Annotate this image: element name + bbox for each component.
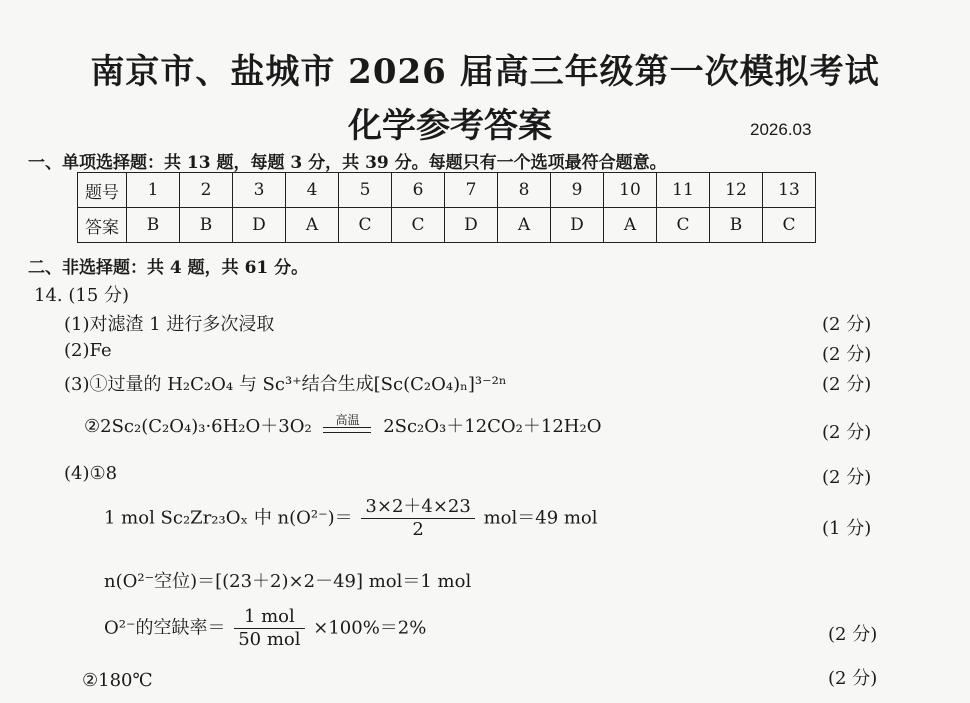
question-number: 6 [392,173,445,208]
q14-number: 14. [34,285,63,306]
equal-sign-bars [323,427,371,433]
equation-reactants: ②2Sc₂(C₂O₄)₃·6H₂O＋3O₂ [84,416,312,437]
calc-vacancy: n(O²⁻空位)＝[(23＋2)×2－49] mol＝1 mol [104,571,472,592]
calc-vacancy-rate-prefix: O²⁻的空缺率＝ [104,617,226,639]
answer-cell: C [657,208,710,243]
reaction-condition-arrow [323,414,371,433]
fraction-numerator: 1 mol [234,606,304,629]
answer-cell: C [339,208,392,243]
answer-cell: D [233,208,286,243]
answer-2-score: (2 分) [822,344,872,365]
calc-oxygen-suffix: mol＝49 mol [483,507,598,529]
question-number: 2 [180,173,233,208]
q14-points: (15 分) [68,285,130,306]
question-number: 12 [710,173,763,208]
calc-vacancy-rate [104,606,426,651]
answer-cell: B [710,208,763,243]
row-label-answer: 答案 [78,208,127,243]
exam-date: 2026.03 [750,120,812,139]
calc-oxygen-fraction [361,496,474,541]
question-number: 7 [445,173,498,208]
question-number: 10 [604,173,657,208]
answer-cell: B [127,208,180,243]
answer-3-2-score: (2 分) [822,422,872,443]
question-number: 4 [286,173,339,208]
answer-table [77,172,816,243]
fraction-denominator: 50 mol [238,629,301,650]
question-number: 9 [551,173,604,208]
question-number: 13 [763,173,816,208]
answer-cell: C [763,208,816,243]
question-number: 5 [339,173,392,208]
answer-1: (1)对滤渣 1 进行多次浸取 [64,314,275,335]
answer-cell: D [445,208,498,243]
row-label-number: 题号 [78,173,127,208]
fraction-numerator: 3×2＋4×23 [361,496,474,519]
calc-vacancy-rate-fraction [234,606,304,651]
answer-3-1-score: (2 分) [822,374,872,395]
answer-2: (2)Fe [64,340,112,361]
answer-row [78,208,816,243]
answer-4-1-score: (2 分) [822,467,872,488]
question-number: 1 [127,173,180,208]
calc-oxygen-score: (1 分) [822,518,872,539]
section2-heading: 二、非选择题：共 4 题，共 61 分。 [28,258,309,278]
calc-oxygen-amount [104,496,598,541]
question-number: 3 [233,173,286,208]
answer-cell: B [180,208,233,243]
answer-cell: A [286,208,339,243]
answer-4-2-score: (2 分) [828,668,878,689]
calc-vacancy-rate-suffix: ×100%＝2% [313,617,427,639]
exam-title: 南京市、盐城市 2026 届高三年级第一次模拟考试 [90,52,880,92]
answer-key-title: 化学参考答案 [348,106,552,146]
answer-cell: D [551,208,604,243]
answer-cell: A [498,208,551,243]
reaction-condition: 高温 [335,412,360,427]
question-number: 11 [657,173,710,208]
answer-cell: A [604,208,657,243]
answer-1-score: (2 分) [822,314,872,335]
calc-oxygen-prefix: 1 mol Sc₂Zr₂₃Oₓ 中 n(O²⁻)＝ [104,507,353,529]
q14-header [34,281,129,307]
question-number: 8 [498,173,551,208]
equation-products: 2Sc₂O₃＋12CO₂＋12H₂O [383,416,602,437]
answer-4-1: (4)①8 [64,463,118,484]
equation-3-2 [84,412,601,438]
answer-4-2: ②180℃ [82,670,153,691]
answer-cell: C [392,208,445,243]
calc-vacancy-rate-score: (2 分) [828,624,878,645]
section1-heading: 一、单项选择题：共 13 题，每题 3 分，共 39 分。每题只有一个选项最符合题意。 [28,153,667,173]
fraction-denominator: 2 [412,519,424,540]
answer-3-1: (3)①过量的 H₂C₂O₄ 与 Sc³⁺结合生成[Sc(C₂O₄)ₙ]³⁻²ⁿ [64,374,507,395]
question-number-row [78,173,816,208]
